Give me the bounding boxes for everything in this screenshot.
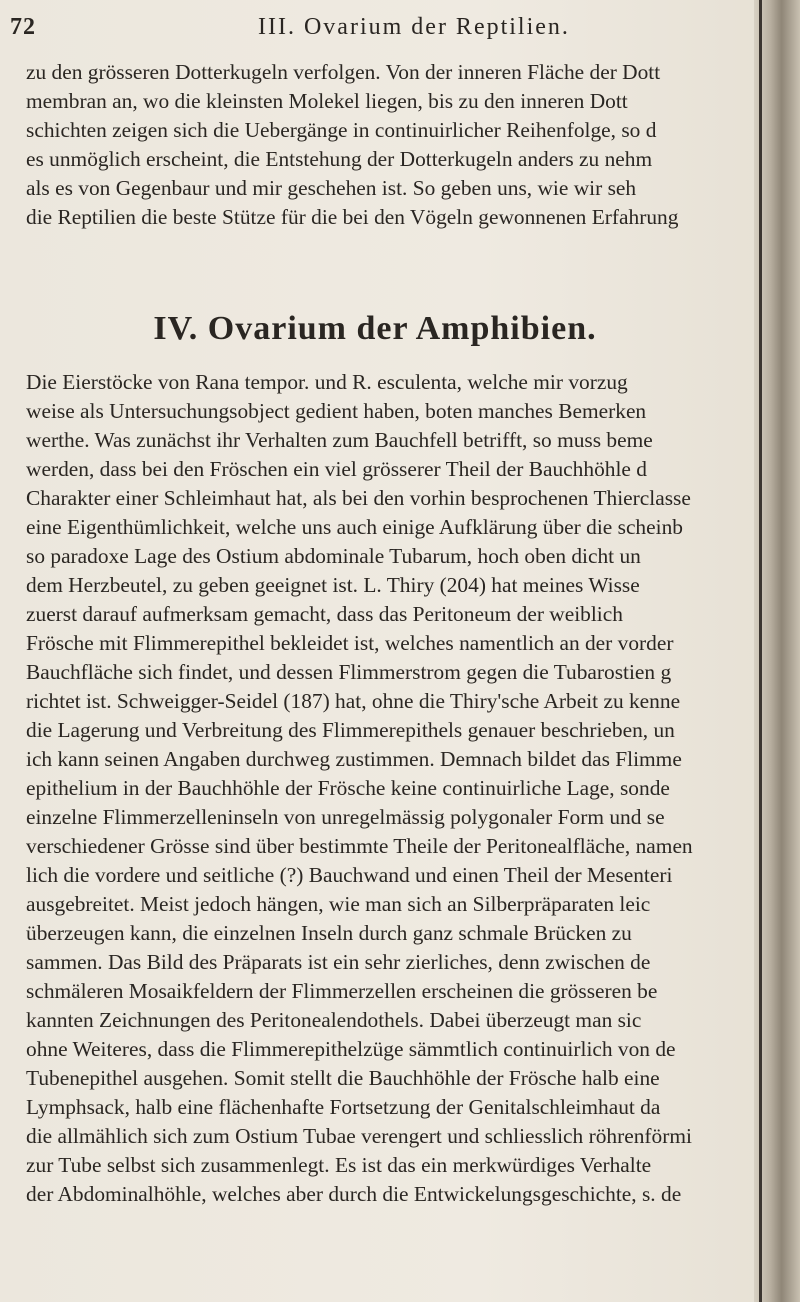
text-line: eine Eigenthümlichkeit, welche uns auch einige Aufklärung über die scheinb (26, 515, 683, 539)
text-line: richtet ist. Schweigger-Seidel (187) hat, ohne die Thiry'sche Arbeit zu kenne (26, 689, 681, 713)
page-header (10, 8, 750, 48)
text-line: Die Eierstöcke von Rana tempor. und R. esculenta, welche mir vorzug (26, 370, 628, 394)
text-line: Tubenepithel ausgehen. Somit stellt die Bauchhöhle der Frösche halb eine (26, 1066, 660, 1090)
text-line: ausgebreitet. Meist jedoch hängen, wie man sich an Silberpräparaten leic (26, 892, 651, 916)
text-line: Frösche mit Flimmerepithel bekleidet ist, welches namentlich an der vorder (26, 631, 674, 655)
text-line: der Abdominalhöhle, welches aber durch die Entwickelungsgeschichte, s. de (26, 1182, 682, 1206)
text-line: schichten zeigen sich die Uebergänge in continuirlicher Reihenfolge, so d (26, 118, 657, 142)
text-line: Lymphsack, halb eine flächenhafte Fortsetzung der Genitalschleimhaut da (26, 1095, 661, 1119)
text-line: ohne Weiteres, dass die Flimmerepithelzüge sämmtlich continuirlich von de (26, 1037, 676, 1061)
text-line: Charakter einer Schleimhaut hat, als bei den vorhin besprochenen Thierclasse (26, 486, 691, 510)
text-line: einzelne Flimmerzelleninseln von unregelmässig polygonaler Form und se (26, 805, 665, 829)
text-line: werthe. Was zunächst ihr Verhalten zum Bauchfell betrifft, so muss beme (26, 428, 653, 452)
text-line: die allmählich sich zum Ostium Tubae verengert und schliesslich röhrenförmi (26, 1124, 692, 1148)
text-line: werden, dass bei den Fröschen ein viel grösserer Theil der Bauchhöhle d (26, 457, 647, 481)
text-line: membran an, wo die kleinsten Molekel liegen, bis zu den inneren Dott (26, 89, 628, 113)
text-line: so paradoxe Lage des Ostium abdominale Tubarum, hoch oben dicht un (26, 544, 641, 568)
text-line: zu den grösseren Dotterkugeln verfolgen. Von der inneren Fläche der Dott (26, 60, 661, 84)
text-line: als es von Gegenbaur und mir geschehen ist. So geben uns, wie wir seh (26, 176, 637, 200)
page-number: 72 (10, 14, 36, 40)
section-title: IV. Ovarium der Amphibien. (153, 310, 597, 347)
text-line: überzeugen kann, die einzelnen Inseln durch ganz schmale Brücken zu (26, 921, 632, 945)
text-line: die Lagerung und Verbreitung des Flimmerepithels genauer beschrieben, un (26, 718, 675, 742)
running-title: III. Ovarium der Reptilien. (258, 14, 570, 40)
paragraph-amphibien-ovarium (26, 368, 762, 1209)
text-line: verschiedener Grösse sind über bestimmte Theile der Peritonealfläche, namen (26, 834, 693, 858)
text-line: schmäleren Mosaikfeldern der Flimmerzellen erscheinen die grösseren be (26, 979, 658, 1003)
text-line: es unmöglich erscheint, die Entstehung der Dotterkugeln anders zu nehm (26, 147, 653, 171)
text-line: Bauchfläche sich findet, und dessen Flimmerstrom gegen die Tubarostien g (26, 660, 672, 684)
text-line: weise als Untersuchungsobject gedient haben, boten manches Bemerken (26, 399, 647, 423)
text-line: zur Tube selbst sich zusammenlegt. Es ist das ein merkwürdiges Verhalte (26, 1153, 652, 1177)
paragraph-reptilien-conclusion (26, 58, 762, 232)
text-line: die Reptilien die beste Stütze für die bei den Vögeln gewonnenen Erfahrung (26, 205, 679, 229)
text-line: zuerst darauf aufmerksam gemacht, dass das Peritoneum der weiblich (26, 602, 623, 626)
text-line: sammen. Das Bild des Präparats ist ein sehr zierliches, denn zwischen de (26, 950, 651, 974)
text-line: dem Herzbeutel, zu geben geeignet ist. L. Thiry (204) hat meines Wisse (26, 573, 640, 597)
text-line: ich kann seinen Angaben durchweg zustimmen. Demnach bildet das Flimme (26, 747, 682, 771)
text-line: epithelium in der Bauchhöhle der Frösche keine continuirliche Lage, sonde (26, 776, 670, 800)
text-line: lich die vordere und seitliche (?) Bauchwand und einen Theil der Mesenteri (26, 863, 673, 887)
text-line: kannten Zeichnungen des Peritonealendothels. Dabei überzeugt man sic (26, 1008, 642, 1032)
